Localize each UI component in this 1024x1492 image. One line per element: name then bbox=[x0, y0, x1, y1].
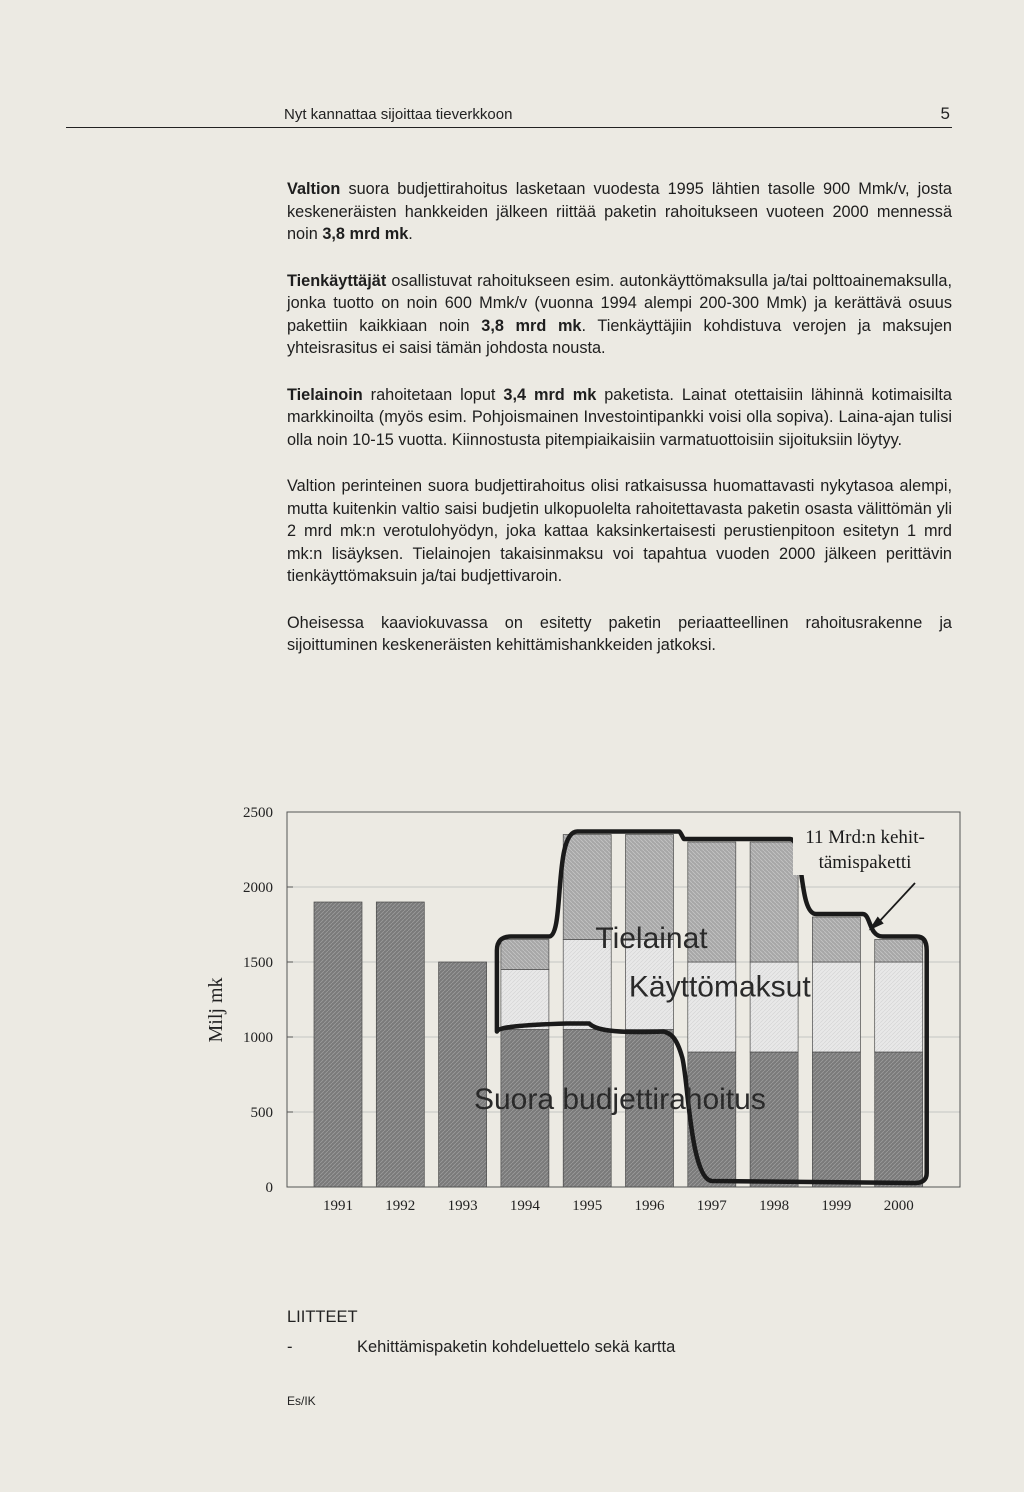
bar-suora-budjettirahoitus-1998 bbox=[750, 1052, 798, 1187]
annotation-line: tämispaketti bbox=[818, 852, 912, 873]
paragraph bbox=[287, 384, 952, 452]
bar-tielainat-1998 bbox=[750, 842, 798, 962]
text-run: . Tienkäyttäjiin kohdistuva verojen ja maksujen yhteisrasitus ei saisi tämän johdosta nousta. bbox=[287, 316, 952, 357]
x-tick-label: 1998 bbox=[759, 1198, 790, 1214]
bar-suora-budjettirahoitus-1999 bbox=[812, 1052, 860, 1187]
y-tick-label: 2000 bbox=[243, 880, 273, 896]
region-label-tielainat: Tielainat bbox=[595, 922, 708, 955]
bar-käyttömaksut-1994 bbox=[501, 970, 549, 1030]
bar-käyttömaksut-2000 bbox=[875, 962, 923, 1052]
x-tick-label: 1993 bbox=[447, 1198, 478, 1214]
attachment-bullet: - bbox=[287, 1338, 293, 1356]
x-tick-label: 1997 bbox=[696, 1198, 727, 1214]
bar-suora-budjettirahoitus-1992 bbox=[376, 902, 424, 1187]
y-tick-label: 0 bbox=[265, 1180, 273, 1196]
region-label-suora-budjettirahoitus: Suora budjettirahoitus bbox=[473, 1083, 766, 1116]
text-run: osallistuvat rahoitukseen esim. autonkäyttömaksulla ja/tai polttoainemaksulla, jonka tuotto on noin 600 Mmk/v (vuonna 1994 alempi 200-300 Mmk) ja kerättävä osuus pakettiin kaikkiaan noin bbox=[287, 271, 952, 335]
bar-suora-budjettirahoitus-2000 bbox=[875, 1052, 923, 1187]
x-tick-label: 1994 bbox=[509, 1198, 540, 1214]
bar-tielainat-1999 bbox=[812, 917, 860, 962]
bold-run: Tienkäyttäjät bbox=[287, 271, 387, 290]
paragraph bbox=[287, 475, 952, 588]
text-run: suora budjettirahoitus lasketaan vuodesta 1995 lähtien tasolle 900 Mmk/v, josta keskeneräisten hankkeiden jälkeen riittää paketin rahoitukseen vuoteen 2000 mennessä noin bbox=[287, 180, 952, 243]
bar-suora-budjettirahoitus-1991 bbox=[314, 902, 362, 1187]
body-text bbox=[287, 178, 952, 681]
attachment-item bbox=[287, 1338, 675, 1357]
y-tick-label: 1500 bbox=[243, 955, 273, 971]
bar-tielainat-1994 bbox=[501, 940, 549, 970]
y-tick-label: 1000 bbox=[243, 1030, 273, 1046]
text-run: Oheisessa kaaviokuvassa on esitetty paketin periaatteellinen rahoitusrakenne ja sijoittuminen keskeneräisten kehittämishankkeiden jatkoksi. bbox=[287, 613, 952, 654]
paragraph bbox=[287, 178, 952, 246]
region-label-kayttomaksut: Käyttömaksut bbox=[628, 970, 811, 1004]
y-tick-label: 500 bbox=[250, 1105, 273, 1121]
text-run: rahoitetaan loput bbox=[362, 385, 504, 404]
x-tick-label: 1996 bbox=[634, 1198, 665, 1214]
y-tick-label: 2500 bbox=[243, 805, 273, 821]
text-run: Valtion perinteinen suora budjettirahoitus olisi ratkaisussa huomattavasti nykytasoa alempi, mutta kuitenkin valtio saisi budjetin ulkopuolelta rahoitettavasta paketin osasta välittömän yli 2 mrd mk:n verotulohyödyn, joka kattaa kaksinkertaisesti perustienpitoon esitetyn 1 mrd mk:n lisäyksen. Tielainojen takaisinmaksu voi tapahtua vuoden 2000 jälkeen perittävin tienkäyttömaksuin ja/tai budjettivaroin. bbox=[287, 477, 952, 585]
x-tick-label: 1992 bbox=[385, 1198, 416, 1214]
funding-chart bbox=[180, 795, 970, 1225]
header-title: Nyt kannattaa sijoittaa tieverkkoon bbox=[284, 106, 513, 123]
footer-code: Es/IK bbox=[287, 1394, 316, 1408]
attachment-item-text: Kehittämispaketin kohdeluettelo sekä kartta bbox=[357, 1338, 676, 1356]
annotation-line: 11 Mrd:n kehit- bbox=[805, 827, 925, 848]
bar-suora-budjettirahoitus-1997 bbox=[688, 1052, 736, 1187]
x-tick-label: 1999 bbox=[821, 1198, 852, 1214]
bold-run: Valtion bbox=[287, 180, 341, 198]
text-run: . bbox=[408, 225, 413, 243]
x-tick-label: 2000 bbox=[883, 1198, 914, 1214]
text-run: paketista. Lainat otettaisiin lähinnä kotimaisilta markkinoilta (myös esim. Pohjoismainen Investointipankki voisi olla sopiva). Laina-ajan tulisi olla noin 10-15 vuotta. Kiinnostusta pitempiaikaisiin varmatuottoisiin sijoituksiin löytyy. bbox=[287, 385, 952, 449]
page-number: 5 bbox=[940, 104, 950, 123]
attachments-heading: LIITTEET bbox=[287, 1308, 358, 1326]
paragraph bbox=[287, 612, 952, 657]
bold-run: 3,8 mrd mk bbox=[481, 316, 582, 335]
chart-svg bbox=[180, 795, 970, 1225]
bar-suora-budjettirahoitus-1993 bbox=[439, 962, 487, 1187]
annotation-arrow-line bbox=[875, 883, 915, 927]
bar-tielainat-2000 bbox=[875, 940, 923, 963]
paragraph bbox=[287, 270, 952, 360]
bold-run: 3,8 mrd mk bbox=[322, 225, 409, 243]
bold-run: 3,4 mrd mk bbox=[503, 385, 597, 404]
x-tick-label: 1991 bbox=[323, 1198, 353, 1214]
bold-run: Tielainoin bbox=[287, 385, 363, 404]
bar-käyttömaksut-1999 bbox=[812, 962, 860, 1052]
page-header bbox=[66, 105, 952, 128]
y-axis-label: Milj mk bbox=[205, 977, 227, 1043]
x-tick-label: 1995 bbox=[572, 1198, 603, 1214]
